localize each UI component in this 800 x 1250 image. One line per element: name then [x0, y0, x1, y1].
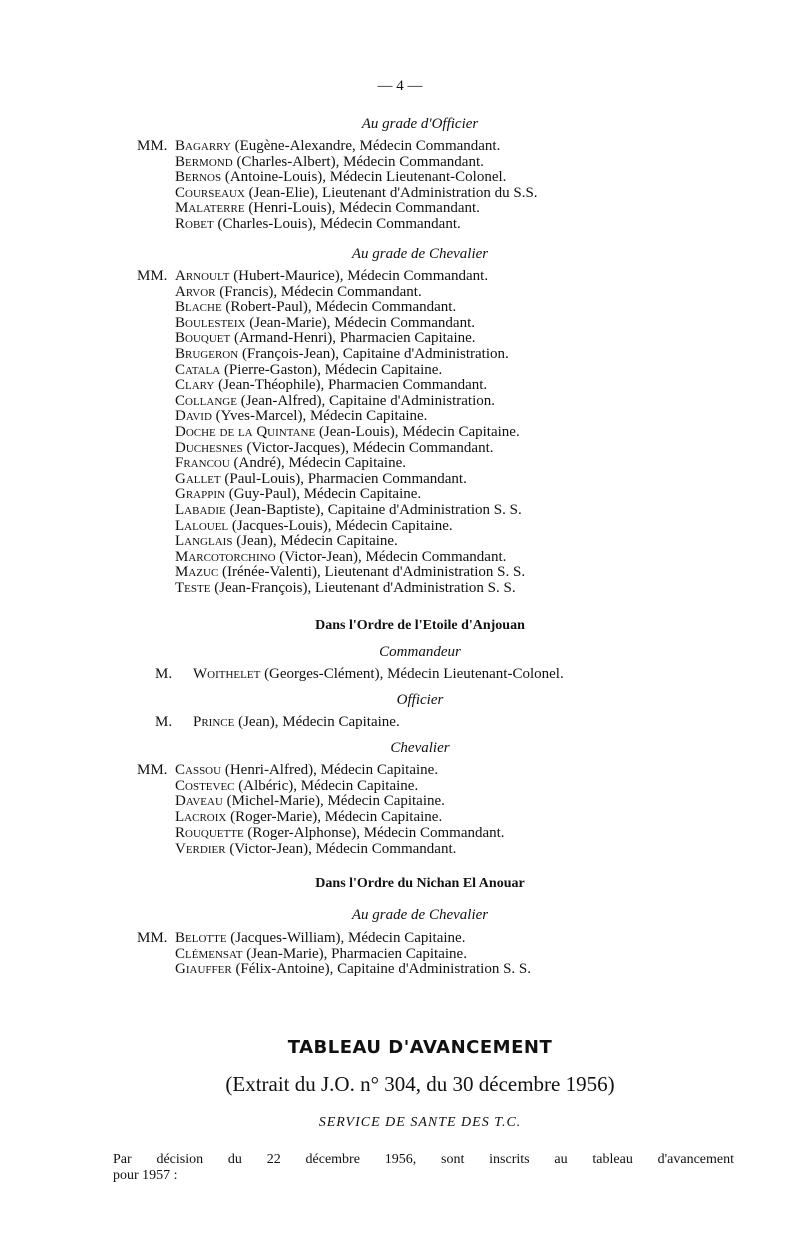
surname: Gallet [175, 470, 221, 487]
list-item [137, 268, 488, 284]
surname: David [175, 408, 212, 425]
list-item [137, 946, 467, 962]
tableau-service: SERVICE DE SANTE DES T.C. [318, 1115, 522, 1130]
entry-details: (Guy-Paul), Médecin Capitaine. [224, 486, 422, 503]
entry-details: (Charles-Albert), Médecin Commandant. [232, 153, 484, 170]
entry-details: (Jean-Baptiste), Capitaine d'Administration S. S. [225, 502, 522, 518]
honorific-prefix: M. [155, 714, 173, 730]
entry-details: (Jacques-William), Médecin Capitaine. [226, 930, 466, 946]
list-item [155, 714, 400, 730]
tableau-title: TABLEAU D'AVANCEMENT [287, 1037, 553, 1058]
surname: Doche de la Quintane [175, 424, 316, 440]
officier-heading: Au grade d'Officier [361, 116, 479, 132]
list-item [137, 841, 456, 857]
list-item [137, 154, 484, 170]
list-item [137, 762, 438, 778]
entry-details: (Albéric), Médecin Capitaine. [234, 777, 419, 794]
entry-details: (Eugène-Alexandre, Médecin Commandant. [230, 138, 501, 154]
list-item [137, 440, 494, 456]
surname: Daveau [175, 793, 223, 810]
surname: Clary [175, 377, 215, 394]
entry-details: (Yves-Marcel), Médecin Capitaine. [211, 408, 428, 425]
entry-details: (Hubert-Maurice), Médecin Commandant. [229, 268, 489, 284]
anjouan-officier-heading: Officier [396, 692, 444, 708]
list-item [137, 284, 422, 300]
entry-details: (Victor-Jacques), Médecin Commandant. [242, 439, 494, 456]
entry-details: (Jean-Elie), Lieutenant d'Administration du S.S. [244, 184, 538, 201]
list-item [137, 200, 480, 216]
list-item [137, 315, 475, 331]
surname: Catala [175, 361, 221, 378]
surname: Courseaux [175, 184, 245, 201]
list-item [137, 486, 421, 502]
list-item [137, 216, 461, 232]
nichan-title: Dans l'Ordre du Nichan El Anouar [315, 876, 525, 891]
surname: Woithelet [193, 666, 261, 682]
list-item [137, 185, 538, 201]
entry-details: (Victor-Jean), Médecin Commandant. [225, 840, 457, 857]
entry-details: (Michel-Marie), Médecin Capitaine. [222, 793, 445, 810]
entry-details: (Jean-Louis), Médecin Capitaine. [315, 424, 520, 440]
anjouan-commandeur-heading: Commandeur [379, 644, 461, 660]
surname: Bermond [175, 153, 233, 170]
list-item [137, 518, 453, 534]
entry-details: (Irénée-Valenti), Lieutenant d'Administration S. S. [218, 564, 526, 581]
list-item [137, 424, 520, 440]
surname: Belotte [175, 930, 227, 946]
list-item [137, 138, 500, 154]
entry-details: (Jean-Alfred), Capitaine d'Administration. [236, 392, 495, 409]
surname: Lalouel [175, 517, 229, 534]
honorific-prefix: MM. [137, 138, 168, 154]
page-number: — 4 — [377, 78, 423, 94]
honorific-prefix: MM. [137, 762, 168, 778]
surname: Cassou [175, 762, 222, 778]
surname: Marcotorchino [175, 548, 276, 565]
surname: Teste [175, 580, 211, 596]
tableau-paragraph-line1: Par décision du 22 décembre 1956, sont inscrits au tableau d'avancement [113, 1152, 734, 1167]
surname: Mazuc [175, 564, 219, 581]
list-item [137, 408, 427, 424]
surname: Lacroix [175, 809, 227, 826]
list-item [137, 362, 442, 378]
list-item [137, 533, 398, 549]
list-item [137, 549, 506, 565]
honorific-prefix: MM. [137, 268, 168, 284]
entry-details: (Jean-Marie), Pharmacien Capitaine. [242, 945, 467, 962]
list-item [137, 502, 522, 518]
list-item [137, 580, 516, 596]
surname: Boulesteix [175, 314, 246, 331]
surname: Brugeron [175, 346, 239, 362]
entry-details: (Robert-Paul), Médecin Commandant. [221, 299, 457, 316]
surname: Prince [193, 714, 235, 730]
list-item [137, 299, 456, 315]
entry-details: (Armand-Henri), Pharmacien Capitaine. [230, 330, 476, 347]
chevalier-heading: Au grade de Chevalier [351, 246, 489, 262]
list-item [137, 169, 506, 185]
surname: Giauffer [175, 961, 232, 977]
surname: Grappin [175, 486, 225, 503]
surname: Collange [175, 392, 237, 409]
surname: Duchesnes [175, 439, 243, 456]
surname: Bouquet [175, 330, 231, 347]
entry-details: (Jacques-Louis), Médecin Capitaine. [228, 517, 453, 534]
list-item [137, 961, 531, 977]
surname: Costevec [175, 777, 235, 794]
surname: Arnoult [175, 268, 230, 284]
surname: Clémensat [175, 945, 243, 962]
entry-details: (Henri-Alfred), Médecin Capitaine. [221, 762, 439, 778]
tableau-extract: (Extrait du J.O. n° 304, du 30 décembre 1956) [225, 1072, 615, 1096]
list-item [137, 778, 418, 794]
tableau-paragraph-line2: pour 1957 : [113, 1168, 178, 1183]
surname: Arvor [175, 283, 216, 300]
entry-details: (Antoine-Louis), Médecin Lieutenant-Colonel. [221, 169, 507, 185]
list-item [155, 666, 564, 682]
entry-details: (Francis), Médecin Commandant. [215, 283, 422, 300]
surname: Robet [175, 215, 214, 232]
entry-details: (François-Jean), Capitaine d'Administration. [238, 346, 509, 362]
anjouan-chevalier-heading: Chevalier [390, 740, 450, 756]
honorific-prefix: MM. [137, 930, 168, 946]
surname: Langlais [175, 533, 233, 550]
list-item [137, 471, 467, 487]
honorific-prefix: M. [155, 666, 173, 682]
entry-details: (Roger-Alphonse), Médecin Commandant. [243, 824, 505, 841]
entry-details: (Jean), Médecin Capitaine. [234, 714, 400, 730]
list-item [137, 455, 406, 471]
entry-details: (Roger-Marie), Médecin Capitaine. [226, 809, 443, 826]
surname: Bernos [175, 169, 222, 185]
surname: Bagarry [175, 138, 231, 154]
anjouan-title: Dans l'Ordre de l'Etoile d'Anjouan [315, 618, 525, 633]
entry-details: (Pierre-Gaston), Médecin Capitaine. [220, 361, 443, 378]
list-item [137, 377, 487, 393]
surname: Labadie [175, 502, 226, 518]
entry-details: (Jean-Théophile), Pharmacien Commandant. [214, 377, 488, 394]
list-item [137, 330, 476, 346]
entry-details: (Charles-Louis), Médecin Commandant. [213, 215, 461, 232]
entry-details: (Georges-Clément), Médecin Lieutenant-Colonel. [260, 666, 564, 682]
entry-details: (Félix-Antoine), Capitaine d'Administration S. S. [231, 961, 532, 977]
entry-details: (Paul-Louis), Pharmacien Commandant. [220, 470, 467, 487]
list-item [137, 809, 442, 825]
nichan-heading: Au grade de Chevalier [351, 907, 489, 923]
entry-details: (Jean-François), Lieutenant d'Administration S. S. [210, 580, 516, 596]
entry-details: (André), Médecin Capitaine. [229, 455, 406, 472]
surname: Rouquette [175, 824, 244, 841]
list-item [137, 346, 509, 362]
surname: Francou [175, 455, 230, 472]
list-item [137, 825, 505, 841]
list-item [137, 393, 495, 409]
entry-details: (Henri-Louis), Médecin Commandant. [244, 200, 480, 216]
surname: Malaterre [175, 200, 245, 216]
surname: Verdier [175, 840, 226, 857]
list-item [137, 564, 525, 580]
list-item [137, 930, 465, 946]
entry-details: (Jean), Médecin Capitaine. [232, 533, 398, 550]
entry-details: (Victor-Jean), Médecin Commandant. [275, 548, 507, 565]
surname: Blache [175, 299, 222, 316]
list-item [137, 793, 445, 809]
entry-details: (Jean-Marie), Médecin Commandant. [245, 314, 476, 331]
